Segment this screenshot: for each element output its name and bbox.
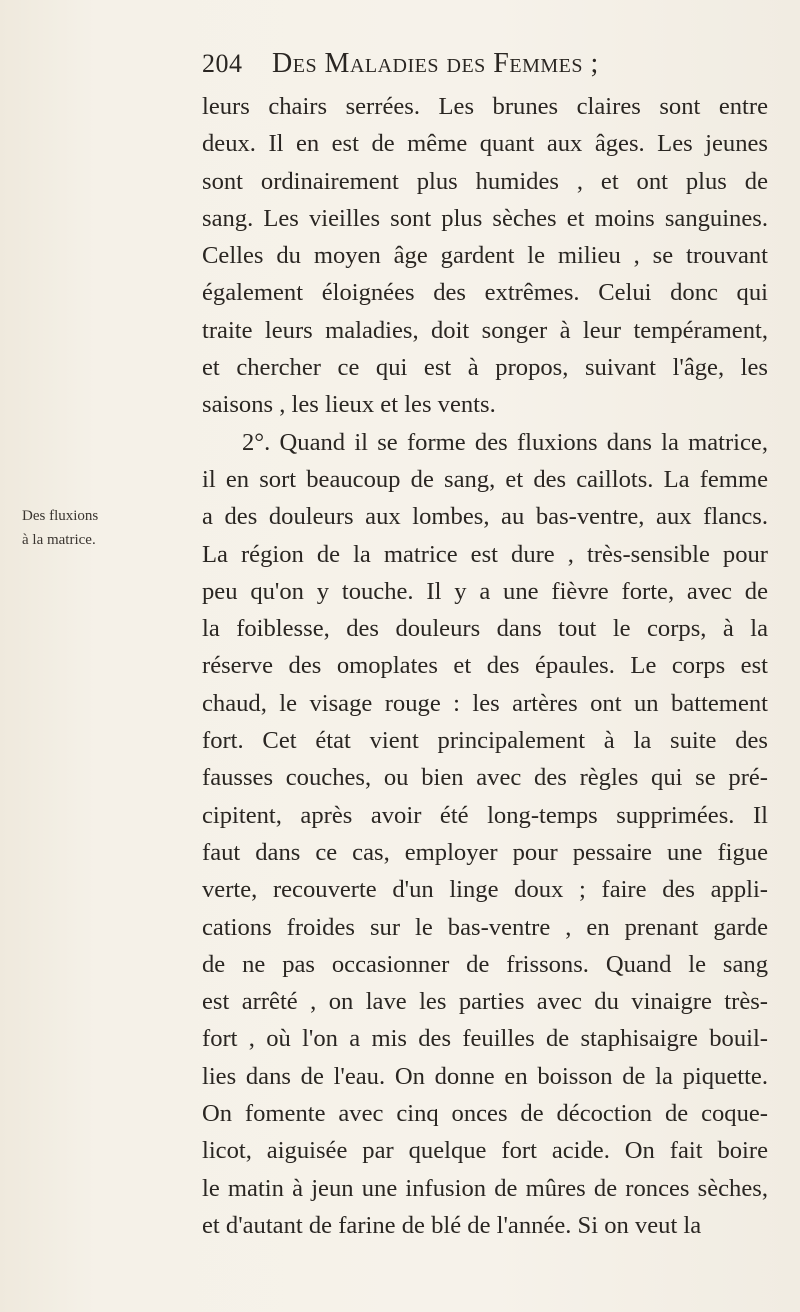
- running-title: Des Maladies des Femmes ;: [272, 48, 599, 79]
- margin-note: [22, 504, 172, 552]
- text-line: cipitent, après avoir été long-temps supprimées. Il: [202, 801, 768, 829]
- text-line: La région de la matrice est dure , très-sensible pour: [202, 540, 768, 568]
- text-line: faut dans ce cas, employer pour pessaire une figue: [202, 838, 768, 866]
- text-line: il en sort beaucoup de sang, et des caillots. La femme: [202, 465, 768, 493]
- text-line: saisons , les lieux et les vents.: [202, 391, 496, 419]
- body-text: [202, 88, 768, 1244]
- text-line: cations froides sur le bas-ventre , en prenant garde: [202, 913, 768, 941]
- text-line: traite leurs maladies, doit songer à leur tempérament,: [202, 316, 768, 344]
- text-line: leurs chairs serrées. Les brunes claires sont entre: [202, 93, 768, 120]
- text-line: a des douleurs aux lombes, au bas-ventre, aux flancs.: [202, 503, 768, 531]
- text-line: licot, aiguisée par quelque fort acide. On fait boire: [202, 1137, 768, 1165]
- text-line: On fomente avec cinq onces de décoction de coque-: [202, 1100, 768, 1128]
- text-line: le matin à jeun une infusion de mûres de ronces sèches,: [202, 1174, 768, 1202]
- text-line: lies dans de l'eau. On donne en boisson de la piquette.: [202, 1062, 768, 1090]
- text-line: également éloignées des extrêmes. Celui donc qui: [202, 279, 768, 307]
- text-line: peu qu'on y touche. Il y a une fièvre forte, avec de: [202, 577, 768, 605]
- text-line: la foiblesse, des douleurs dans tout le corps, à la: [202, 615, 768, 643]
- text-line: fort. Cet état vient principalement à la suite des: [202, 727, 768, 755]
- text-line: est arrêté , on lave les parties avec du vinaigre très-: [202, 988, 768, 1016]
- text-line: fort , où l'on a mis des feuilles de staphisaigre bouil-: [202, 1025, 768, 1053]
- margin-note-line: à la matrice.: [22, 532, 96, 548]
- margin-note-line: Des fluxions: [22, 508, 99, 524]
- text-line: verte, recouverte d'un linge doux ; faire des appli-: [202, 876, 768, 904]
- text-line: réserve des omoplates et des épaules. Le corps est: [202, 652, 768, 680]
- text-line: fausses couches, ou bien avec des règles qui se pré-: [202, 764, 768, 792]
- text-line: Celles du moyen âge gardent le milieu , se trouvant: [202, 242, 768, 270]
- text-line: sang. Les vieilles sont plus sèches et moins sanguines.: [202, 204, 768, 232]
- text-line: chaud, le visage rouge : les artères ont un battement: [202, 689, 768, 717]
- text-line: et d'autant de farine de blé de l'année. Si on veut la: [202, 1211, 702, 1239]
- text-line: 2°. Quand il se forme des fluxions dans la matrice,: [242, 428, 768, 456]
- text-line: sont ordinairement plus humides , et ont plus de: [202, 167, 768, 195]
- text-line: et chercher ce qui est à propos, suivant l'âge, les: [202, 354, 768, 382]
- text-line: de ne pas occasionner de frissons. Quand le sang: [202, 950, 768, 978]
- text-line: deux. Il en est de même quant aux âges. Les jeunes: [202, 130, 768, 158]
- page-number: 204: [202, 49, 243, 78]
